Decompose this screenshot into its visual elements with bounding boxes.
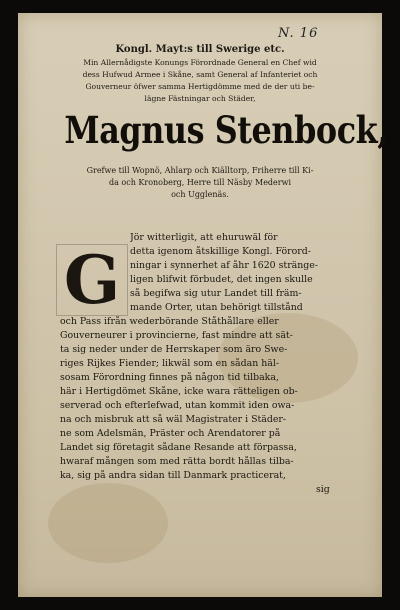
body-line: Jör witterligit, att ehuruwäl för bbox=[130, 232, 278, 243]
body-line: ningar i synnerhet af åhr 1620 stränge- bbox=[130, 260, 319, 271]
header-line-2: Min Allernådigste Konungs Förordnade General en Chef wid bbox=[83, 58, 317, 67]
issuer-name: Magnus Stenbock, bbox=[64, 108, 388, 152]
header-line-3: dess Hufwud Armee i Skåne, samt General af Infanteriet och bbox=[82, 70, 318, 79]
decorated-initial: G bbox=[56, 244, 128, 316]
header-line-4: Gouverneur öfwer samma Hertigdömme med de der uti be- bbox=[85, 82, 315, 91]
body-line: här i Hertigdömet Skåne, icke wara rätteligen ob- bbox=[60, 386, 298, 397]
body-line: Landet sig företagit sådane Resande att förpassa, bbox=[60, 442, 297, 453]
body-line: hwaraf mången som med rätta bordt hållas tilba- bbox=[60, 456, 294, 467]
body-line: ligen blifwit förbudet, det ingen skulle bbox=[130, 274, 313, 285]
body-line: riges Rijkes Fiender; likwäl som en sådan häl- bbox=[60, 358, 280, 369]
body-line: na och misbruk att så wäl Magistrater i Städer- bbox=[60, 414, 287, 425]
body-line: ka, sig på andra sidan till Danmark practicerat, bbox=[60, 470, 286, 481]
body-line: detta igenom åtskillige Kongl. Förord- bbox=[130, 246, 311, 257]
titles-line-1: Grefwe till Wopnö, Ahlarp och Kiälltorp, Friherre till Ki- bbox=[86, 166, 314, 175]
titles-line-2: da och Kronoberg, Herre till Näsby Mederwi bbox=[108, 178, 292, 187]
body-line: serverad och efterlefwad, utan kommit iden owa- bbox=[60, 400, 295, 411]
paper-stain bbox=[48, 483, 168, 563]
body-line: så begifwa sig utur Landet till främ- bbox=[130, 288, 302, 299]
manuscript-number: N. 16 bbox=[278, 26, 319, 41]
body-line: och Pass ifrån wederbörande Ståthållare eller bbox=[60, 316, 279, 327]
titles-line-3: och Ugglenäs. bbox=[171, 190, 229, 199]
body-line: mande Orter, utan behörigt tillstånd bbox=[130, 302, 303, 313]
body-line: sosam Förordning finnes på någon tid tilbaka, bbox=[60, 372, 279, 383]
body-line: ta sig neder under de Herrskaper som äro Swe- bbox=[60, 344, 288, 355]
header-line-5: lägne Fästningar och Städer, bbox=[144, 94, 256, 103]
body-line: Gouverneurer i provincierne, fast mindre att sät- bbox=[60, 330, 293, 341]
catchword: sig bbox=[316, 484, 330, 495]
header-line-1: Kongl. Mayt:s till Swerige etc. bbox=[115, 44, 285, 55]
body-line: ne som Adelsmän, Präster och Arendatorer på bbox=[60, 428, 281, 439]
